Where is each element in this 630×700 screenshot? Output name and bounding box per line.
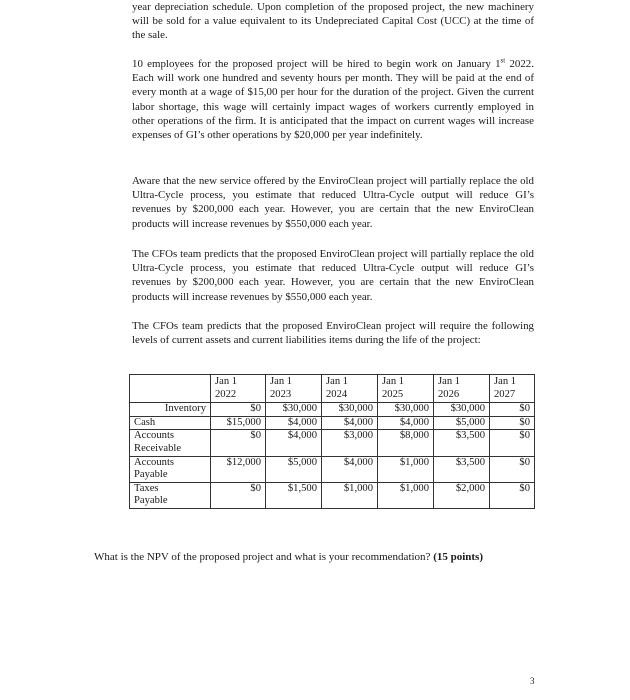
row-label — [130, 456, 211, 482]
table-cell: $1,500 — [266, 482, 322, 508]
table-cell: $15,000 — [211, 416, 266, 430]
table-cell: $4,000 — [322, 416, 378, 430]
table-cell: $12,000 — [211, 456, 266, 482]
header-cell — [211, 375, 266, 403]
row-label — [130, 430, 211, 456]
header-cell — [266, 375, 322, 403]
header-year: 2026 — [438, 388, 460, 400]
row-label-line: Payable — [134, 495, 168, 507]
row-label-line: Taxes — [134, 482, 159, 494]
table-cell: $30,000 — [434, 403, 490, 417]
header-year: 2024 — [326, 388, 348, 400]
table-cell: $0 — [490, 430, 535, 456]
table-cell: $3,000 — [322, 430, 378, 456]
paragraph-depreciation: year depreciation schedule. Upon completion of the proposed project, the new machinery will be sold for a value equivalent to its Undepreciated Capital Cost (UCC) at the time of the sale. — [132, 1, 534, 42]
header-year: 2027 — [494, 388, 516, 400]
npv-question — [94, 551, 554, 563]
table-cell: $30,000 — [266, 403, 322, 417]
header-month: Jan 1 — [215, 376, 238, 387]
working-capital-table — [129, 374, 535, 509]
paragraph-working-capital-intro: The CFOs team predicts that the proposed EnviroClean project will require the following levels of current assets and current liabilities items during the life of the project: — [132, 320, 534, 347]
paragraph-revenue-aware: Aware that the new service offered by the EnviroClean project will partially replace the old Ultra-Cycle process, you estimate that reduced Ultra-Cycle output will reduce GI’s revenues by $200,000 each year. However, you are certain that the new EnviroClean products will increase revenues by $550,000 each year. — [132, 175, 534, 230]
table-cell: $2,000 — [434, 482, 490, 508]
table-cell: $0 — [490, 482, 535, 508]
table-cell: $0 — [211, 403, 266, 417]
header-month: Jan 1 — [326, 376, 349, 387]
header-month: Jan 1 — [270, 376, 293, 387]
header-year: 2025 — [382, 388, 404, 400]
table-row-accounts-receivable — [130, 430, 535, 456]
paragraph-employees — [132, 57, 534, 142]
row-label: Cash — [130, 416, 211, 430]
table-cell: $1,000 — [378, 482, 434, 508]
table-cell: $5,000 — [266, 456, 322, 482]
table-cell: $1,000 — [322, 482, 378, 508]
table-cell: $30,000 — [322, 403, 378, 417]
table-cell: $5,000 — [434, 416, 490, 430]
table-cell: $0 — [211, 430, 266, 456]
header-cell — [434, 375, 490, 403]
header-cell — [490, 375, 535, 403]
row-label-line: Accounts — [134, 456, 175, 468]
table-cell: $3,500 — [434, 430, 490, 456]
header-year: 2022 — [215, 388, 237, 400]
header-month: Jan 1 — [382, 376, 405, 387]
table-cell: $1,000 — [378, 456, 434, 482]
table-cell: $4,000 — [266, 416, 322, 430]
table-cell: $4,000 — [378, 416, 434, 430]
table-row-taxes-payable — [130, 482, 535, 508]
table-cell: $30,000 — [378, 403, 434, 417]
row-label — [130, 482, 211, 508]
table-row-accounts-payable — [130, 456, 535, 482]
table-row-inventory — [130, 403, 535, 417]
header-cell — [378, 375, 434, 403]
ordinal-suffix: st — [500, 56, 506, 65]
table-cell: $0 — [490, 456, 535, 482]
row-label-line: Receivable — [134, 442, 182, 454]
table-cell: $4,000 — [322, 456, 378, 482]
row-label-line: Accounts — [134, 430, 175, 442]
header-cell — [322, 375, 378, 403]
header-year: 2023 — [270, 388, 292, 400]
table-cell: $8,000 — [378, 430, 434, 456]
table-header-row — [130, 375, 535, 403]
table-cell: $0 — [490, 416, 535, 430]
table-cell: $0 — [211, 482, 266, 508]
page-number: 3 — [530, 676, 535, 686]
paragraph-employees-text-end: 2022. Each will work one hundred and seventy hours per month. They will be paid at the end of every month at a wage of $15,00 per hour for the duration of the project. Given the current labor shortage, this wage will certainly impact wages of workers currently employed in other operations of the firm. It is anticipated that the impact on current wages will increase expenses of GI’s other operations by $20,000 per year indefinitely. — [132, 58, 534, 142]
row-label-line: Payable — [134, 469, 168, 481]
paragraph-employees-text-start: 10 employees for the proposed project will be hired to begin work on January 1 — [132, 58, 501, 70]
table-cell: $3,500 — [434, 456, 490, 482]
question-points: (15 points) — [433, 551, 483, 563]
header-cell-empty — [130, 375, 211, 403]
table-row-cash — [130, 416, 535, 430]
table-cell: $4,000 — [266, 430, 322, 456]
row-label: Inventory — [130, 403, 211, 417]
table-cell: $0 — [490, 403, 535, 417]
header-month: Jan 1 — [494, 376, 517, 387]
paragraph-revenue-cfo: The CFOs team predicts that the proposed EnviroClean project will partially replace the old Ultra-Cycle process, you estimate that reduced Ultra-Cycle output will reduce GI’s revenues by $200,000 each year. However, you are certain that the new EnviroClean products will increase revenues by $550,000 each year. — [132, 248, 534, 303]
header-month: Jan 1 — [438, 376, 461, 387]
question-text: What is the NPV of the proposed project and what is your recommendation? — [94, 551, 434, 563]
